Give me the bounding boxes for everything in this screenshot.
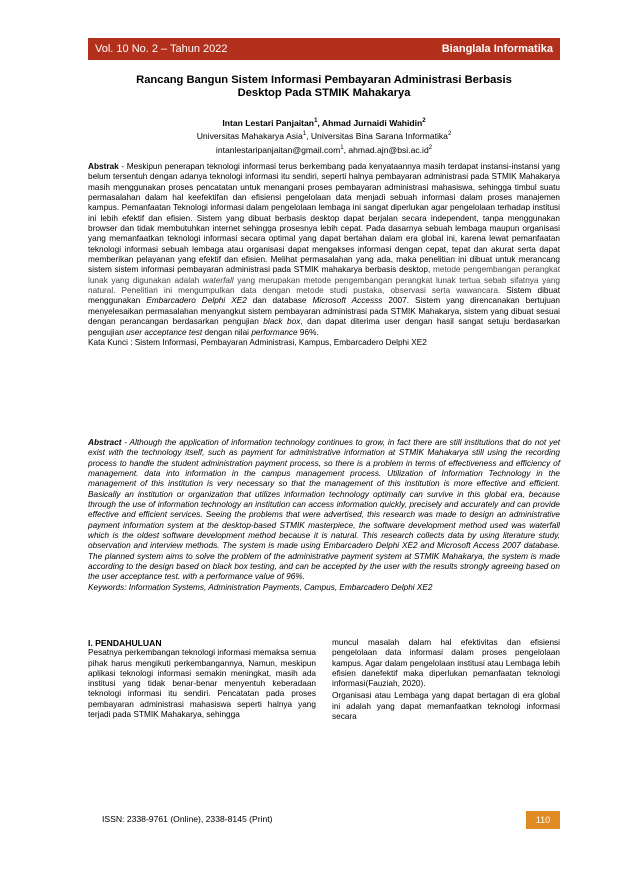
abstrak-waterfall: waterfall bbox=[202, 275, 234, 285]
title-line-1: Rancang Bangun Sistem Informasi Pembayaran Administrasi Berbasis bbox=[136, 74, 512, 86]
abstrak-blackbox: black box bbox=[263, 317, 301, 327]
affiliation-1-sup: 1 bbox=[302, 131, 307, 138]
abstract-paragraph bbox=[88, 438, 560, 583]
running-header bbox=[88, 38, 560, 60]
abstrak-text-2: metode pengembangan perangkat lunak yang digunakan adalah bbox=[88, 265, 561, 285]
abstrak-paragraph bbox=[88, 162, 560, 338]
abstrak-text-4: Sistem dibuat menggunakan bbox=[88, 286, 560, 306]
volume-label: Vol. 10 No. 2 – Tahun 2022 bbox=[95, 43, 228, 55]
abstract-text: - Although the application of information technology continues to grow, in fact there are still institutions that do not yet exist with the technology itself, such as payment for administrative information at STMIK Mahakarya still using the recording process to handle the student administration payment process, so there is a problem in terms of effectiveness and efficiency of management. data into information in the campus management process. Utilization of Information Technology in the management of this institution is very necessary so that the management of this institution is more effective and efficient. Basically an institution or organization that utilizes information technology optimally can survive in this global era, because through the use of information technology an institution can access information quickly, precisely and accurately and can provide effective and efficient services. Seeing the problems that were advertised, this research was made to design an administrative payment information system at the desktop-based STMIK masterpiece, the software development method used was waterfall which is the oldest software development method because it is natural. This research collects data by using literature study, observation and interview methods. The system is made using Embarcadero Delphi XE2 and Microsoft Access 2007 database. The planned system aims to solve the problem of the administrative payment system at STMIK Mahakarya, the system is made according to the design based on black box testing, and can be accepted by the user with the results strongly agreeing based on the user acceptance test. with a performance value of 96%. bbox=[88, 438, 560, 582]
abstract-lead: Abstract bbox=[88, 438, 122, 447]
author-2: , Ahmad Jurnaidi Wahidin bbox=[317, 117, 423, 128]
page-footer bbox=[88, 811, 560, 829]
affiliation-2: , Universitas Bina Sarana Informatika bbox=[306, 131, 448, 142]
email-1[interactable]: intanlestaripanjaitan@gmail.com bbox=[215, 144, 341, 155]
email-1-sup: 1 bbox=[340, 144, 344, 151]
affiliations bbox=[88, 129, 560, 142]
abstrak-text-3: yang merupakan metode pengembangan perangkat lunak tertua sebab sifatnya yang natural. Penelitian ini mengumpulkan data dengan metode studi pustaka, observasi serta wawancara. bbox=[88, 275, 560, 296]
body-columns bbox=[88, 638, 560, 722]
abstrak-uat: user acceptance test bbox=[126, 327, 203, 337]
journal-name: Bianglala Informatika bbox=[441, 43, 553, 55]
body-paragraph-3: Organisasi atau Lembaga yang dapat bertagan di era global ini adalah yang dapat memanfaatkan teknologi informasi secara bbox=[332, 691, 560, 722]
abstrak-delphi: Embarcadero Delphi XE2 bbox=[146, 296, 247, 306]
issn-label: ISSN: 2338-9761 (Online), 2338-8145 (Print) bbox=[102, 814, 273, 824]
body-paragraph-1: Pesatnya perkembangan teknologi informasi memaksa semua pihak harus mengikuti perkembangannya, Namun, meskipun aplikasi teknologi informasi semakin meningkat, masih ada institusi yang tidak benar-benar menyentuh keberadaan teknologi informasi itu sendiri. Pencatatan pada proses pembayaran administrasi mahasiswa seperti halnya yang terjadi pada STMIK Mahakarya, sehingga bbox=[88, 648, 316, 720]
author-names bbox=[88, 116, 560, 129]
section-heading: I. PENDAHULUAN bbox=[88, 638, 162, 648]
abstract-section bbox=[88, 438, 560, 593]
abstrak-text-5: 2007. Sistem yang direncanakan bertujuan menyelesaikan permasalahan menyangkut sistem pembayaran administrasi pada STMIK Mahakarya, sistem yang dibuat sesuai dengan perancangan berdasarkan pengujian bbox=[88, 296, 561, 327]
emails bbox=[88, 143, 560, 156]
keywords: Keywords: Information Systems, Administration Payments, Campus, Embarcadero Delphi XE2 bbox=[88, 582, 433, 592]
abstrak-text-6: , dan dapat diterima user dengan hasil sangat setuju berdasarkan pengujian bbox=[88, 317, 560, 337]
title-line-2: Desktop Pada STMIK Mahakarya bbox=[237, 87, 411, 99]
abstrak-text-8: 96%. bbox=[297, 327, 319, 337]
abstrak-text-1: - Meskipun penerapan teknologi informasi terus berkembang pada kenyataannya masih terdapat instansi-instansi yang belum tersentuh dengan adanya teknologi informasi itu sendiri, seperti halnya pembayaran administrasi pada STMIK Mahakarya masih menggunakan proses pencatatan untuk menangani proses pembayaran administrasi mahasiswa, sehingga timbul suatu permasalahan dalam hal keefektifan dan efisiensi pengelolaan data menjadi sebuah informasi dalam proses manajemen kampus. Pemanfaatan Teknologi informasi dalam pengelolaan lembaga ini sangat diperlukan agar pengelolaan terhadap institusi ini lebih efektif dan efisien. Sistem yang dibuat berbasis desktop dapat berjalan secara independent, tanpa menggunakan browser dan tidak membutuhkan internet sehingga prosesnya lebih cepat. Pada dasarnya sebuah lembaga maupun organisasi yang memanfaatkan teknologi informasi secara optimal yang dapat bertahan dalam era global ini, karena lewat pemanfaatan teknologi informasi sebuah lembaga atau organisasi dapat mengakses informasi dengan cepat, tepat dan akurat serta dapat memberikan pelayanan yang efektif dan efisien. Melihat permasalahan yang ada, maka penelitian ini dibuat untuk merancang sistem sistem informasi pembayaran administrasi pada STMIK mahakarya berbasis desktop, bbox=[88, 162, 560, 275]
affiliation-2-sup: 2 bbox=[447, 131, 452, 138]
column-right bbox=[332, 638, 560, 722]
column-left bbox=[88, 638, 316, 722]
author-1: Intan Lestari Panjaitan bbox=[222, 117, 315, 128]
author-2-sup: 2 bbox=[422, 118, 426, 124]
affiliation-1: Universitas Mahakarya Asia bbox=[196, 131, 303, 142]
body-paragraph-2: muncul masalah dalam hal efektivitas dan efisiensi pengelolaan data informasi dalam proses pengelolaan kampus. Agar dalam pengelolaan institusi atau Lembaga lebih efisien danefektif maka diperlukan pemanfaatan teknologi informasi(Fauziah, 2020). bbox=[332, 638, 560, 689]
paper-title bbox=[88, 74, 560, 100]
author-block bbox=[88, 116, 560, 156]
email-2[interactable]: , ahmad.ajn@bsi.ac.id bbox=[343, 144, 429, 155]
email-2-sup: 2 bbox=[428, 144, 433, 151]
abstrak-performance: performance bbox=[251, 327, 298, 337]
abstrak-lead: Abstrak bbox=[88, 162, 119, 171]
page-number: 110 bbox=[526, 811, 560, 829]
abstrak-text-7: dengan nilai bbox=[202, 327, 252, 337]
abstrak-section bbox=[88, 162, 560, 348]
abstrak-text-4-mid: dan database bbox=[246, 296, 313, 306]
kata-kunci: Kata Kunci : Sistem Informasi, Pembayaran Administrasi, Kampus, Embarcadero Delphi XE2 bbox=[88, 337, 427, 347]
author-1-sup: 1 bbox=[314, 118, 318, 124]
abstrak-access: Microsoft Accesss bbox=[312, 296, 383, 306]
